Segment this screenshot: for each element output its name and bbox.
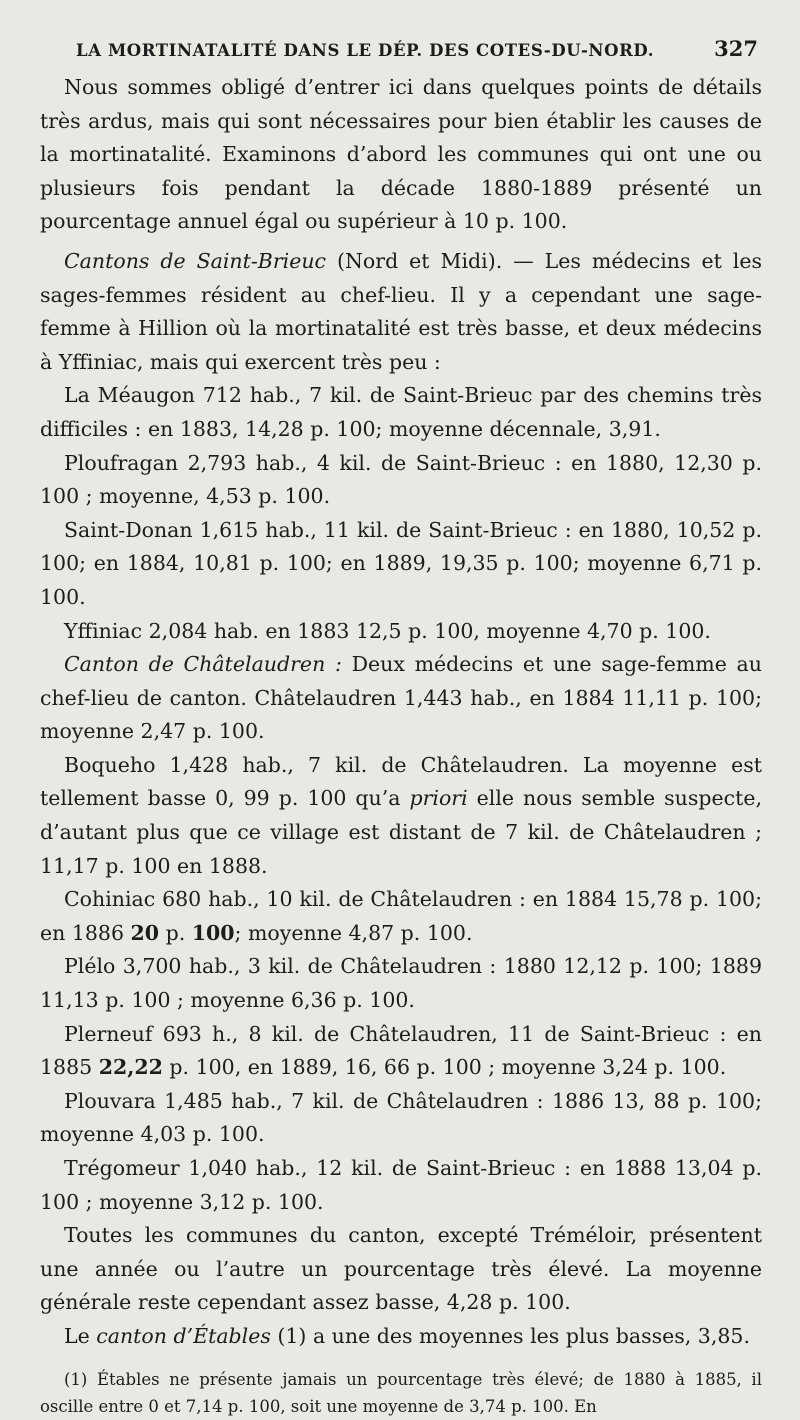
paragraph-plouvara: Plouvara 1,485 hab., 7 kil. de Châtelaudren : 1886 13, 88 p. 100; moyenne 4,03 p. 100. (40, 1088, 762, 1147)
paragraph-text: (1) a une des moyennes les plus basses, 3,85. (270, 1323, 750, 1348)
paragraph-cohiniac (40, 883, 762, 950)
paragraph-la-meaugon: La Méaugon 712 hab., 7 kil. de Saint-Brieuc par des chemins très difficiles : en 1883, 14,28 p. 100; moyenne décennale, 3,91. (40, 383, 762, 441)
paragraph-summary: Toutes les communes du canton, excepté Tréméloir, présentent une année ou l’autre un pourcentage très élevé. La moyenne générale reste cependant assez basse, 4,28 p. 100. (40, 1223, 762, 1315)
paragraph-intro: Nous sommes obligé d’entrer ici dans quelques points de détails très ardus, mais qui sont nécessaires pour bien établir les causes de la mortinatalité. Examinons d’abord les communes qui ont une ou plusieurs fois pendant la décade 1880-1889 présenté un pourcentage annuel égal ou supérieur à 10 p. 100. (40, 75, 762, 234)
paragraph-text: Boqueho 1,428 hab., 7 kil. de Châtelaudren. La moyenne est tellement basse 0, 99 p. 100 qu’a (40, 752, 762, 811)
section-heading-chatelaudren: Canton de Châtelaudren : (64, 652, 342, 677)
paragraph-saint-donan: Saint-Donan 1,615 hab., 11 kil. de Saint-Brieuc : en 1880, 10,52 p. 100; en 1884, 10,81 p. 100; en 1889, 19,35 p. 100; moyenne 6,71 p. 100. (40, 517, 762, 609)
bold-number: 20 (130, 920, 160, 945)
paragraph-boqueho (40, 749, 762, 883)
paragraph-plerneuf (40, 1018, 762, 1085)
paragraph-text: Cohiniac 680 hab., 10 kil. de Châtelaudren : en 1884 15,78 p. 100; en 1886 (40, 887, 762, 945)
paragraph-text: (Nord et Midi). — Les médecins et les sages-femmes résident au chef-lieu. Il y a cependant une sage-femme à Hillion où la mortinatalité est très basse, et deux médecins à Yffiniac, mais qui exercent très peu : (40, 248, 762, 374)
paragraph-yffiniac: Yffiniac 2,084 hab. en 1883 12,5 p. 100, moyenne 4,70 p. 100. (64, 618, 711, 643)
body-text (40, 71, 762, 1354)
bold-number: 22,22 (98, 1055, 163, 1080)
footnotes (40, 1366, 762, 1420)
paragraph-text: Plerneuf 693 h., 8 kil. de Châtelaudren, 11 de Saint-Brieuc : en 1885 (40, 1021, 762, 1080)
paragraph-ploufragan: Ploufragan 2,793 hab., 4 kil. de Saint-Brieuc : en 1880, 12,30 p. 100 ; moyenne, 4,53 p. 100. (40, 450, 762, 509)
paragraph-text: Deux médecins et une sage-femme au chef-lieu de canton. Châtelaudren 1,443 hab., en 1884 11,11 p. 100; moyenne 2,47 p. 100. (40, 652, 762, 744)
paragraph-text: elle nous semble suspecte, d’autant plus que ce village est distant de 7 kil. de Châtelaudren ; 11,17 p. 100 en 1888. (40, 786, 763, 878)
paragraph-text: Le (64, 1323, 97, 1348)
paragraph-text: p. (159, 920, 192, 945)
paragraph-etables (40, 1320, 762, 1354)
paragraph-text: ; moyenne 4,87 p. 100. (234, 920, 473, 945)
bold-number: 100 (191, 920, 235, 945)
footnote-1: (1) Étables ne présente jamais un pourcentage très élevé; de 1880 à 1885, il oscille entre 0 et 7,14 p. 100, soit une moyenne de 3,74 p. 100. En (40, 1369, 762, 1416)
page-number: 327 (714, 36, 758, 61)
paragraph-chatelaudren (40, 648, 762, 749)
paragraph-plelo: Plélo 3,700 hab., 3 kil. de Châtelaudren : 1880 12,12 p. 100; 1889 11,13 p. 100 ; moyenne 6,36 p. 100. (40, 954, 762, 1013)
italic-phrase: canton d’Étables (96, 1323, 271, 1348)
running-header (40, 36, 762, 61)
section-heading-saint-brieuc: Cantons de Saint-Brieuc (64, 248, 327, 273)
running-title: LA MORTINATALITÉ DANS LE DÉP. DES COTES-DU-NORD. (76, 41, 655, 60)
paragraph-tregomeur: Trégomeur 1,040 hab., 12 kil. de Saint-Brieuc : en 1888 13,04 p. 100 ; moyenne 3,12 p. 100. (40, 1156, 762, 1214)
paragraph-text: p. 100, en 1889, 16, 66 p. 100 ; moyenne 3,24 p. 100. (162, 1055, 727, 1080)
paragraph-saint-brieuc (40, 245, 762, 379)
italic-word: priori (409, 786, 468, 811)
